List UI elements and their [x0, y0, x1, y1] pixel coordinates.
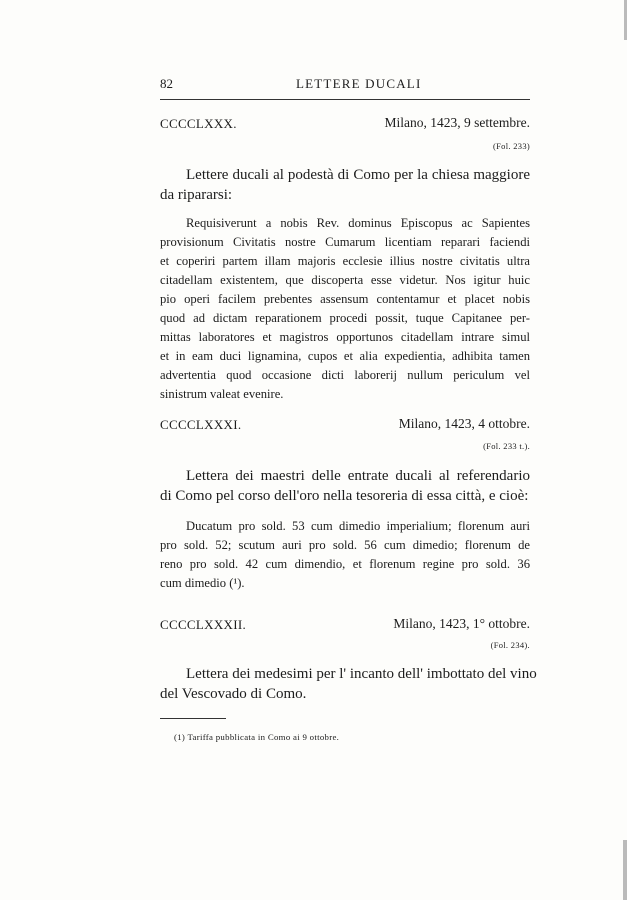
page-number: 82 — [160, 76, 173, 91]
summary-line: Lettere ducali al podestà di Como per la chiesa maggiore — [186, 167, 530, 183]
latin-line: mittas laboratores et magistros opportunos citadellam intrare simul — [160, 330, 530, 344]
latin-line: pio operi facilem prebentes assensum contentamur et placet nobis — [160, 292, 530, 306]
summary-line: da ripararsi: — [160, 187, 233, 203]
entry-date-2: Milano, 1423, 4 ottobre. — [398, 416, 530, 431]
latin-line: Ducatum pro sold. 53 cum dimedio imperialium; florenum auri — [186, 519, 530, 533]
entry-number-1: CCCCLXXX. — [160, 116, 237, 131]
latin-line: cum dimedio (¹). — [160, 576, 245, 590]
entry-folio-2: (Fol. 233 t.). — [483, 441, 530, 451]
summary-line: di Como pel corso dell'oro nella tesoreria di essa città, e cioè: — [160, 488, 529, 504]
latin-line: Requisiverunt a nobis Rev. dominus Episcopus ac Sapientes — [186, 216, 530, 230]
summary-line: del Vescovado di Como. — [160, 686, 307, 702]
entry-latin-text-1 — [160, 214, 530, 404]
running-title: LETTERE DUCALI — [296, 76, 422, 91]
footnote-rule — [160, 718, 226, 719]
latin-line: citadellam existentem, que discoperta esse videtur. Nos igitur huic — [160, 273, 530, 287]
entry-summary-3 — [160, 664, 537, 704]
latin-line: quod ad dictam reparationem procedi possit, tuque Capitanee per- — [160, 311, 530, 325]
latin-line: pro sold. 52; scutum auri pro sold. 56 cum dimedio; florenum de — [160, 538, 530, 552]
entry-summary-2 — [160, 466, 530, 506]
entry-summary-1 — [160, 165, 530, 205]
entry-number-3: CCCCLXXXII. — [160, 617, 246, 632]
header-rule — [160, 99, 530, 100]
entry-date-3: Milano, 1423, 1° ottobre. — [393, 616, 530, 631]
latin-line: sinistrum valeat evenire. — [160, 387, 284, 401]
latin-line: provisionum Civitatis nostre Cumarum licentiam reparari faciendi — [160, 235, 530, 249]
latin-line: et in eam duci lignamina, cupos et alia expedientia, adhibita tamen — [160, 349, 530, 363]
footnote: (1) Tariffa pubblicata in Como ai 9 ottobre. — [174, 732, 340, 742]
latin-line: advertentia quod occasione dicti laborerij nullum periculum vel — [160, 368, 530, 382]
entry-folio-3: (Fol. 234). — [490, 640, 530, 650]
entry-date-1: Milano, 1423, 9 settembre. — [384, 115, 530, 130]
scan-edge-mark — [623, 840, 627, 900]
summary-line: Lettera dei maestri delle entrate ducali al referendario — [186, 468, 530, 484]
entry-number-2: CCCCLXXXI. — [160, 417, 242, 432]
latin-line: reno pro sold. 42 cum dimendio, et florenum regine pro sold. 36 — [160, 557, 530, 571]
summary-line: Lettera dei medesimi per l' incanto dell' imbottato del vino — [186, 666, 537, 682]
entry-folio-1: (Fol. 233) — [493, 141, 530, 151]
entry-latin-text-2 — [160, 517, 530, 593]
latin-line: et coperiri partem illam majoris ecclesie illius nostre civitatis ultra — [160, 254, 530, 268]
